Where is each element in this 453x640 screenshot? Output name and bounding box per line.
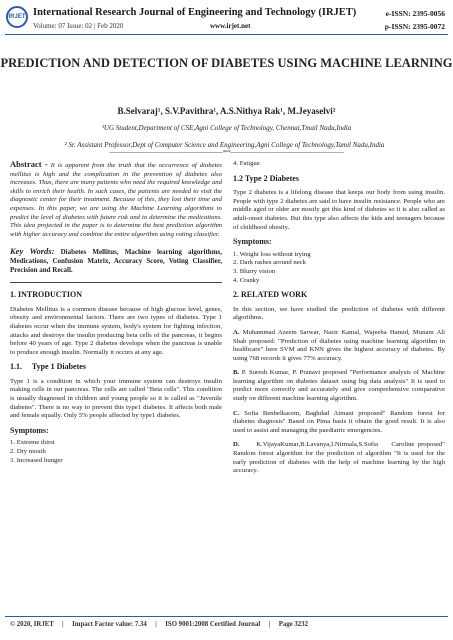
- page-footer: © 2020, IRJET | Impact Factor value: 7.34 | ISO 9001:2008 Certified Journal | Page 3232: [10, 621, 308, 628]
- section-separator: -----------------------------------------------------------------------***-----------------------------------------------------------------------: [109, 150, 344, 156]
- fatigue-item-list: [233, 160, 445, 169]
- list-item: 4. Fatigue: [233, 160, 260, 167]
- reference-label: C.: [233, 409, 240, 417]
- type2-paragraph: Type 2 diabetes is a lifelong disease that keeps our body from using insulin. People with type 2 diabetes are said to have insulin resistance. People who are middle aged or older are mostly get this kind of diabetes so it is also called as adult-onset diabetes. But this type also affects the kids and teenagers because of childhood obesity.: [233, 189, 445, 231]
- symptoms-list-left: [10, 439, 222, 465]
- symptoms-list-right: [233, 251, 445, 285]
- journal-website-link[interactable]: www.irjet.net: [210, 22, 251, 30]
- author-list: B.Selvaraj¹, S.V.Pavithra¹, A.S.Nithya Rak¹, M.Jeyaselvi²: [117, 106, 336, 116]
- reference-text: K.VijayaKumar,B.Lavanya,I.Nirmala,S.Sofia Caroline proposed" Random forest algorithm for the prediction of algorithm "It is used for the early prediction of diabetes with the help of machine learning by the high accuracy.: [233, 441, 447, 475]
- reference-c: [233, 410, 445, 436]
- reference-text: Sofia Benbelkacem, Baghdad Atmani proposed" Random forest for diabetes diagnosis" Based on Pima basis it obtain the good result. It is also used to assist and managing the paediatric emergencies.: [233, 409, 445, 434]
- left-column: [10, 160, 222, 471]
- right-column: [233, 160, 445, 482]
- list-item: 3. Blurry vision: [233, 267, 276, 275]
- list-item: 2. Dry mouth: [10, 448, 46, 456]
- affiliation-1: ¹UG Student,Department of CSE,Agni College of Technology, Chennai,Tmail Nadu,India: [101, 124, 352, 132]
- abstract-label: Abstract -: [10, 159, 48, 169]
- reference-label: A.: [233, 328, 240, 336]
- reference-b: [233, 369, 445, 403]
- abstract: [10, 160, 222, 239]
- reference-a: [233, 329, 445, 363]
- symptoms-heading-left: Symptoms:: [10, 425, 49, 435]
- keywords: [10, 247, 222, 274]
- symptoms-heading-right: Symptoms:: [233, 237, 272, 247]
- list-item: 1. Weight loss without trying: [233, 250, 311, 258]
- reference-text: Muhammad Azeem Sarwar, Nazir Kamal, Wajeeha Hamid, Munam Ali Shah proposed: "Prediction of diabetes using machine learning algorithm in healthcare" here SVM and KNN gives the highest accuracy of diabetes. By using 768 records it gives 77% accuracy.: [233, 328, 445, 362]
- reference-text: P. Suresh Kumar, P. Pranavi proposed "Performance analysis of Machine learning algorithm on diabetes dataset using big data analysis" It is used to predict more correctly and accurately and give comprehensive comparative study on different machine learning algorithm.: [233, 369, 445, 403]
- journal-name: International Research Journal of Engineering and Technology (IRJET): [33, 7, 357, 18]
- footer-divider: [5, 616, 448, 617]
- intro-paragraph: Diabetes Mellitus is a common disease because of high glucose level, genes, obesity and environmental factors. There are two types of diabetes. Type 1 diabetes occur when the immune system, body's system for fighting infection, attacks and destroys the insulin producing beta cells of the pancreas, it begins before 40 years of age. Type 2 diabetes develops when the pancreas is unable to produce enough insulin. Normally it occurs at any age.: [10, 305, 222, 356]
- intro-heading: 1. INTRODUCTION: [10, 290, 83, 300]
- logo-text: IRJET: [8, 14, 26, 20]
- paper-title: PREDICTION AND DETECTION OF DIABETES USING MACHINE LEARNING: [0, 56, 453, 70]
- header-divider: [5, 34, 448, 35]
- list-item: 1. Extreme thirst: [10, 439, 55, 447]
- irjet-logo-icon: [6, 6, 28, 28]
- reference-label: B.: [233, 369, 240, 377]
- keywords-label: Key Words:: [10, 246, 55, 257]
- type1-heading: 1.1. Type 1 Diabetes: [10, 362, 86, 372]
- related-work-heading: 2. RELATED WORK: [233, 290, 308, 300]
- keywords-text: Diabetes Mellitus, Machine learning algorithms, Medications, Confusion Matrix, Accuracy Score, Voting Classifier, Precision and Recall.: [10, 248, 222, 274]
- reference-d: [233, 441, 445, 475]
- type1-paragraph: Type 1 is a condition in which your immune system can destroys insulin making cells in our pancreas. The cells are called "Beta cells". This condition is usually diagnosed in children and young people so it is called as "Juvenile diabetes". There is no way to prevent this type1 diabetes. It affects both male and female equally. Only 5% people affected by type1 diabetes.: [10, 377, 222, 420]
- reference-label: D.: [233, 441, 240, 449]
- abstract-divider: [10, 282, 222, 283]
- eissn: e-ISSN: 2395-0056: [385, 9, 445, 18]
- list-item: 3. Increased hunger: [10, 456, 63, 464]
- list-item: 2. Dark rashes around neck: [233, 259, 306, 267]
- affiliation-2: ² Sr. Assistant Professor,Dept of Computer Science and Engineering,Agni College of Technology,Tamil Nadu,India: [64, 141, 385, 149]
- pissn: p-ISSN: 2395-0072: [384, 22, 445, 31]
- abstract-text: It is apparent from the truth that the occurrence of diabetes mellitus is high and the complication in the prevention of diabetes also increases. Thus, there are many patients who need the required knowledge and skills to enrich their health. In such cases, the patients are needed to visit the diagnostic center for their treatment. Because of this, they lost their time and expenses. In this paper, we are using the Machine Learning algorithms to predict the level of diabetes with future risk and to determine the medications. This idea projected in the paper is to determine the best prediction algorithm with higher accuracy and combine the entire algorithm using voting classifier.: [10, 162, 222, 238]
- type2-heading: 1.2 Type 2 Diabetes: [233, 173, 299, 183]
- journal-header: [0, 0, 453, 48]
- list-item: 4. Cranky: [233, 276, 260, 284]
- related-work-intro: In this section, we have studied the prediction of diabetes with different algorithms.: [233, 305, 445, 322]
- volume-issue: Volume: 07 Issue: 02 | Feb 2020: [33, 22, 124, 30]
